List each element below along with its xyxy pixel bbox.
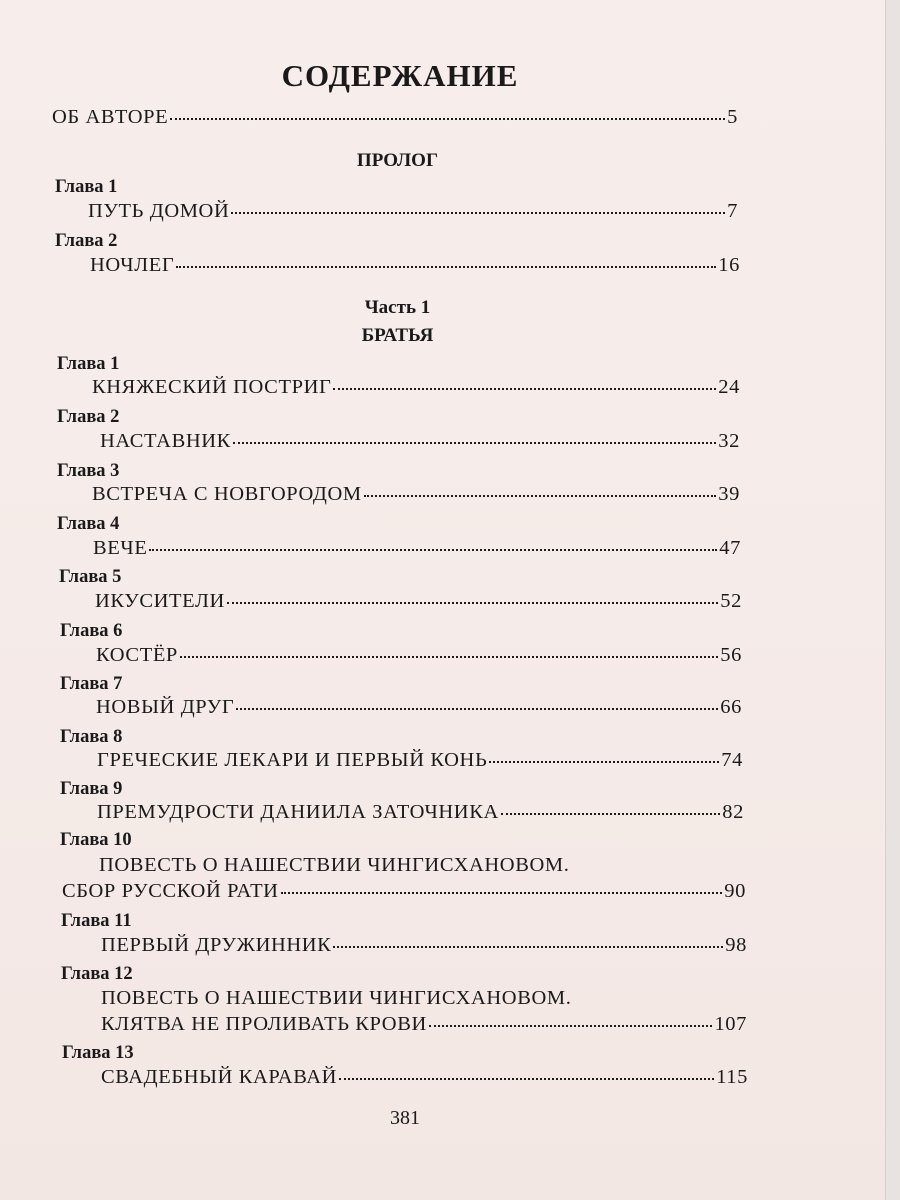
chapter-number: Глава 3 bbox=[57, 461, 120, 481]
toc-entry bbox=[101, 1066, 748, 1089]
dot-leader bbox=[333, 388, 716, 390]
chapter-number: Глава 12 bbox=[61, 964, 133, 984]
toc-entry-title: ОБ АВТОРЕ bbox=[52, 106, 169, 128]
dot-leader bbox=[149, 549, 717, 551]
toc-entry-page: 7 bbox=[727, 200, 738, 222]
toc-entry-about bbox=[52, 106, 738, 129]
toc-entry-title: НОЧЛЕГ bbox=[90, 254, 175, 276]
toc-entry-title: ПРЕМУДРОСТИ ДАНИИЛА ЗАТОЧНИКА bbox=[97, 801, 499, 823]
dot-leader bbox=[281, 892, 723, 894]
chapter-number: Глава 10 bbox=[60, 830, 132, 850]
toc-entry bbox=[100, 430, 740, 453]
toc-entry-page: 66 bbox=[720, 696, 742, 718]
toc-entry-title: ВСТРЕЧА С НОВГОРОДОМ bbox=[92, 483, 362, 505]
toc-entry-page: 74 bbox=[721, 749, 743, 771]
toc-entry-page: 39 bbox=[718, 483, 740, 505]
chapter-number: Глава 1 bbox=[55, 177, 118, 197]
toc-entry-page: 5 bbox=[727, 106, 738, 128]
toc-entry bbox=[92, 483, 740, 506]
toc-entry-title: ВЕЧЕ bbox=[93, 537, 148, 559]
page-edge bbox=[885, 0, 900, 1200]
toc-entry-title: НОВЫЙ ДРУГ bbox=[96, 696, 235, 718]
part-heading: БРАТЬЯ bbox=[361, 325, 434, 346]
chapter-number: Глава 13 bbox=[62, 1043, 134, 1063]
toc-entry bbox=[101, 1013, 747, 1036]
chapter-number: Глава 1 bbox=[57, 354, 120, 374]
toc-entry-title: КОСТЁР bbox=[96, 644, 178, 666]
toc-entry-page: 32 bbox=[718, 430, 740, 452]
chapter-number: Глава 2 bbox=[55, 231, 118, 251]
dot-leader bbox=[333, 946, 723, 948]
toc-entry bbox=[93, 537, 741, 560]
page-number: 381 bbox=[390, 1107, 420, 1129]
toc-entry bbox=[95, 590, 742, 613]
toc-entry bbox=[88, 200, 738, 223]
toc-entry bbox=[90, 254, 740, 277]
toc-entry-title: ПУТЬ ДОМОЙ bbox=[88, 200, 230, 222]
toc-entry-page: 24 bbox=[718, 376, 740, 398]
dot-leader bbox=[233, 442, 716, 444]
dot-leader bbox=[364, 495, 717, 497]
toc-entry-title: ПЕРВЫЙ ДРУЖИННИК bbox=[101, 934, 332, 956]
dot-leader bbox=[227, 602, 718, 604]
dot-leader bbox=[231, 212, 725, 214]
toc-entry bbox=[96, 644, 742, 667]
dot-leader bbox=[501, 813, 720, 815]
toc-entry-title-line1: ПОВЕСТЬ О НАШЕСТВИИ ЧИНГИСХАНОВОМ. bbox=[99, 854, 570, 876]
chapter-number: Глава 2 bbox=[57, 407, 120, 427]
chapter-number: Глава 11 bbox=[61, 911, 132, 931]
dot-leader bbox=[176, 266, 716, 268]
chapter-number: Глава 6 bbox=[60, 621, 123, 641]
toc-entry-title: КЛЯТВА НЕ ПРОЛИВАТЬ КРОВИ bbox=[101, 1013, 427, 1035]
chapter-number: Глава 5 bbox=[59, 567, 122, 587]
dot-leader bbox=[180, 656, 718, 658]
prologue-heading: ПРОЛОГ bbox=[356, 150, 439, 171]
toc-entry-page: 16 bbox=[718, 254, 740, 276]
toc-entry-page: 107 bbox=[714, 1013, 747, 1035]
toc-entry bbox=[101, 934, 747, 957]
toc-entry-page: 115 bbox=[716, 1066, 748, 1088]
toc-entry-title-line1: ПОВЕСТЬ О НАШЕСТВИИ ЧИНГИСХАНОВОМ. bbox=[101, 987, 572, 1009]
toc-entry-page: 56 bbox=[720, 644, 742, 666]
chapter-number: Глава 9 bbox=[60, 779, 123, 799]
toc-entry-page: 47 bbox=[719, 537, 741, 559]
toc-entry bbox=[97, 801, 744, 824]
dot-leader bbox=[429, 1025, 713, 1027]
toc-entry-title: ИКУСИТЕЛИ bbox=[95, 590, 225, 612]
toc-entry-title: КНЯЖЕСКИЙ ПОСТРИГ bbox=[92, 376, 332, 398]
toc-entry-page: 82 bbox=[722, 801, 744, 823]
dot-leader bbox=[489, 761, 719, 763]
toc-entry-title: СБОР РУССКОЙ РАТИ bbox=[62, 880, 279, 902]
toc-entry bbox=[97, 749, 743, 772]
toc-entry bbox=[92, 376, 740, 399]
dot-leader bbox=[339, 1078, 714, 1080]
toc-entry bbox=[96, 696, 742, 719]
toc-entry-title: НАСТАВНИК bbox=[100, 430, 231, 452]
chapter-number: Глава 4 bbox=[57, 514, 120, 534]
toc-entry-page: 52 bbox=[720, 590, 742, 612]
dot-leader bbox=[236, 708, 718, 710]
toc-entry-page: 90 bbox=[724, 880, 746, 902]
chapter-number: Глава 7 bbox=[60, 674, 123, 694]
part-label: Часть 1 bbox=[364, 297, 431, 318]
toc-entry-title: СВАДЕБНЫЙ КАРАВАЙ bbox=[101, 1066, 338, 1088]
toc-entry-title: ГРЕЧЕСКИЕ ЛЕКАРИ И ПЕРВЫЙ КОНЬ bbox=[97, 749, 488, 771]
toc-entry-page: 98 bbox=[725, 934, 747, 956]
chapter-number: Глава 8 bbox=[60, 727, 123, 747]
dot-leader bbox=[170, 118, 725, 120]
page-title: СОДЕРЖАНИЕ bbox=[281, 58, 519, 93]
toc-entry bbox=[62, 880, 746, 903]
